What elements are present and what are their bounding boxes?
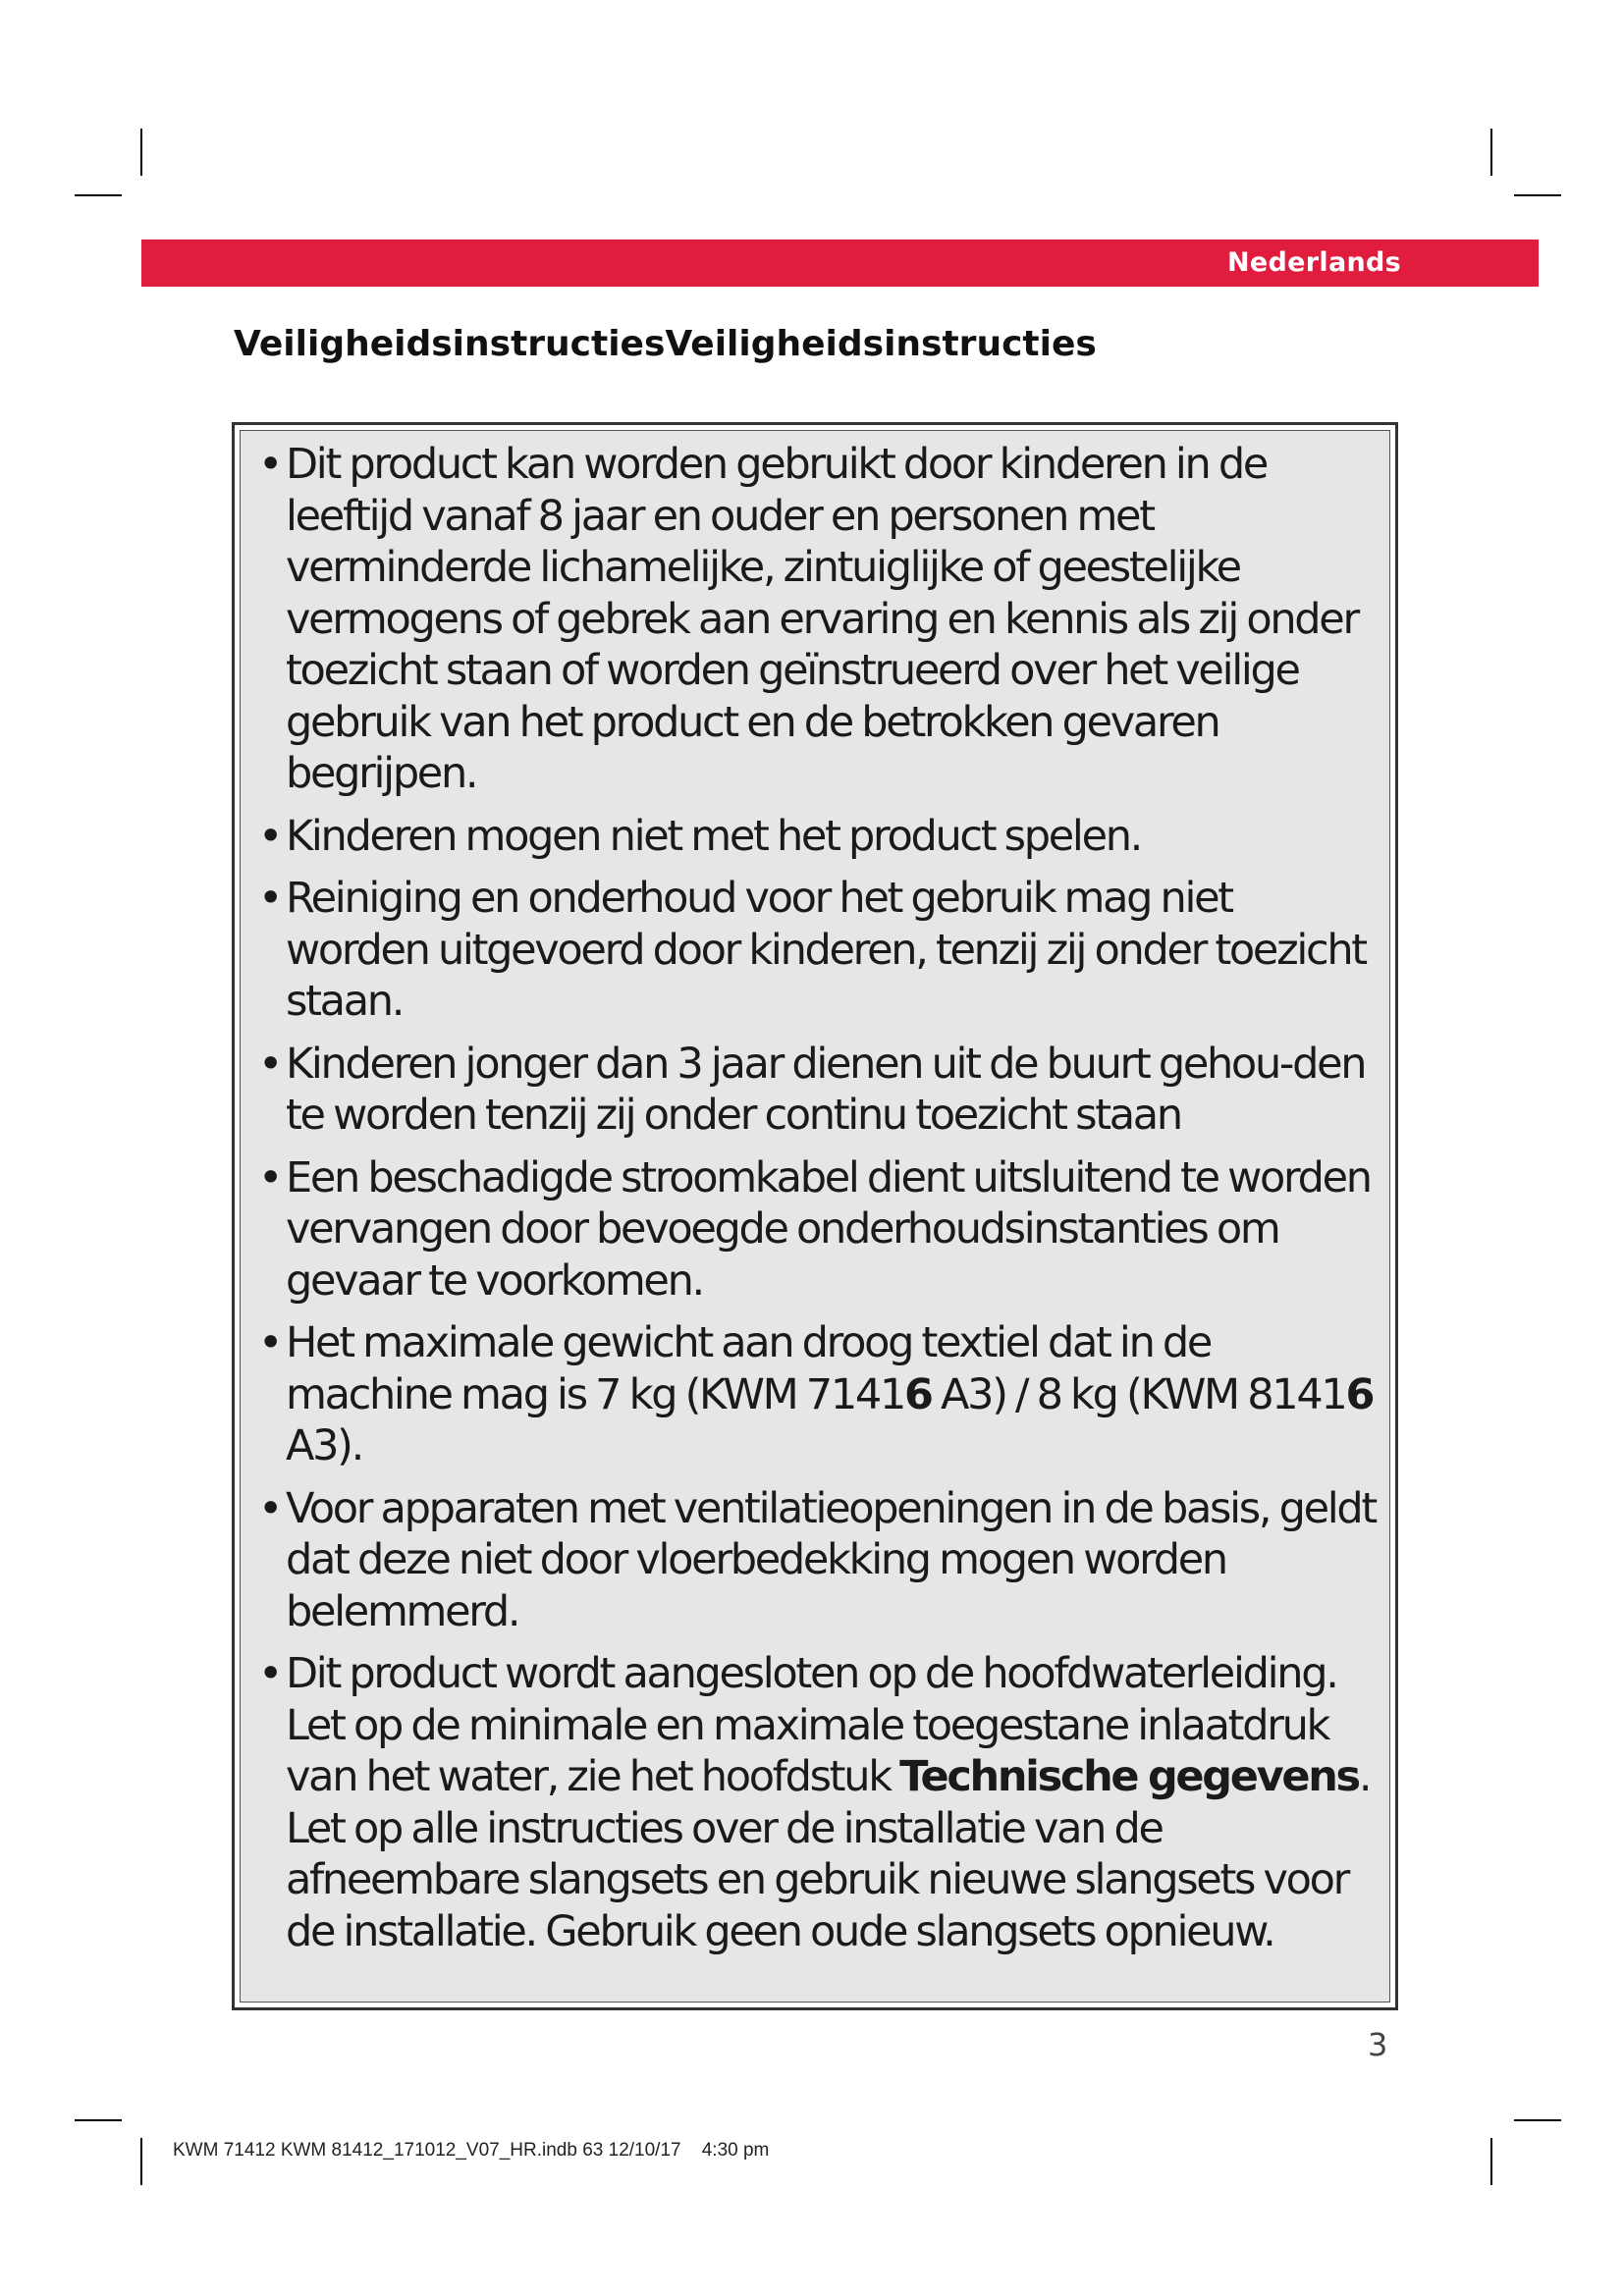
print-slug-date: 12/10/17	[608, 2140, 681, 2161]
section-title: VeiligheidsinstructiesVeiligheidsinstructies	[234, 324, 1097, 364]
list-item: • Voor apparaten met ventilatieopeningen in de basis, geldt dat deze niet door vloerbedekking mogen worden belemmerd.	[258, 1483, 1376, 1636]
bullet-icon: •	[258, 874, 282, 923]
bullet-icon: •	[258, 1483, 282, 1533]
bullet-icon: •	[258, 440, 282, 489]
crop-mark	[75, 194, 122, 196]
crop-mark	[1514, 2119, 1561, 2121]
bullet-icon: •	[258, 1152, 282, 1202]
bullet-icon: •	[258, 1649, 282, 1698]
print-slug-time: 4:30 pm	[701, 2140, 770, 2161]
crop-mark	[1490, 2138, 1492, 2185]
crop-mark	[140, 2138, 142, 2185]
crop-mark	[1514, 194, 1561, 196]
crop-mark	[140, 129, 142, 176]
safety-instructions-box	[232, 422, 1398, 2010]
bullet-icon: •	[258, 1318, 282, 1367]
print-slug-file: KWM 71412 KWM 81412_171012_V07_HR.indb 63	[173, 2140, 604, 2161]
crop-mark	[1490, 129, 1492, 176]
list-item: • Dit product kan worden gebruikt door kinderen in de leeftijd vanaf 8 jaar en ouder en personen met verminderde lichamelijke, zintuiglijke of geestelijke vermogens of gebrek aan ervaring en kennis als zij onder toezicht staan of worden geïnstrueerd over het veilige gebruik van het product en de betrokken gevaren begrijpen.	[258, 440, 1358, 798]
list-item: • Kinderen jonger dan 3 jaar dienen uit de buurt gehou-den te worden tenzij zij onder continu toezicht staan	[258, 1039, 1366, 1140]
safety-instructions-panel	[240, 430, 1390, 2002]
list-item: • Een beschadigde stroomkabel dient uitsluitend te worden vervangen door bevoegde onderhoudsinstanties om gevaar te voorkomen.	[258, 1152, 1371, 1306]
technical-data-reference: Technische gegevens	[899, 1752, 1359, 1801]
list-item: • Het maximale gewicht aan droog textiel dat in de machine mag is 7 kg (KWM 71416 A3) / 8 kg (KWM 81416 A3).	[258, 1318, 1374, 1470]
print-slug	[173, 2140, 769, 2162]
safety-instructions-list	[241, 431, 1389, 1957]
list-item: • Kinderen mogen niet met het product spelen.	[258, 811, 1142, 861]
language-label: Nederlands	[1227, 247, 1401, 278]
list-item: • Reiniging en onderhoud voor het gebruik mag niet worden uitgevoerd door kinderen, tenzij zij onder toezicht staan.	[258, 874, 1366, 1026]
bullet-icon: •	[258, 1039, 282, 1089]
list-item: • Dit product wordt aangesloten op de hoofdwaterleiding. Let op de minimale en maximale toegestane inlaatdruk van het water, zie het hoofdstuk Technische gegevens. Let op alle instructies over de installatie van de afneembare slangsets en gebruik nieuwe slangsets voor de installatie. Gebruik geen oude slangsets opnieuw.	[258, 1649, 1371, 1956]
language-header-bar	[141, 240, 1539, 287]
bullet-icon: •	[258, 811, 282, 861]
page-number: 3	[1368, 2026, 1388, 2063]
crop-mark	[75, 2119, 122, 2121]
